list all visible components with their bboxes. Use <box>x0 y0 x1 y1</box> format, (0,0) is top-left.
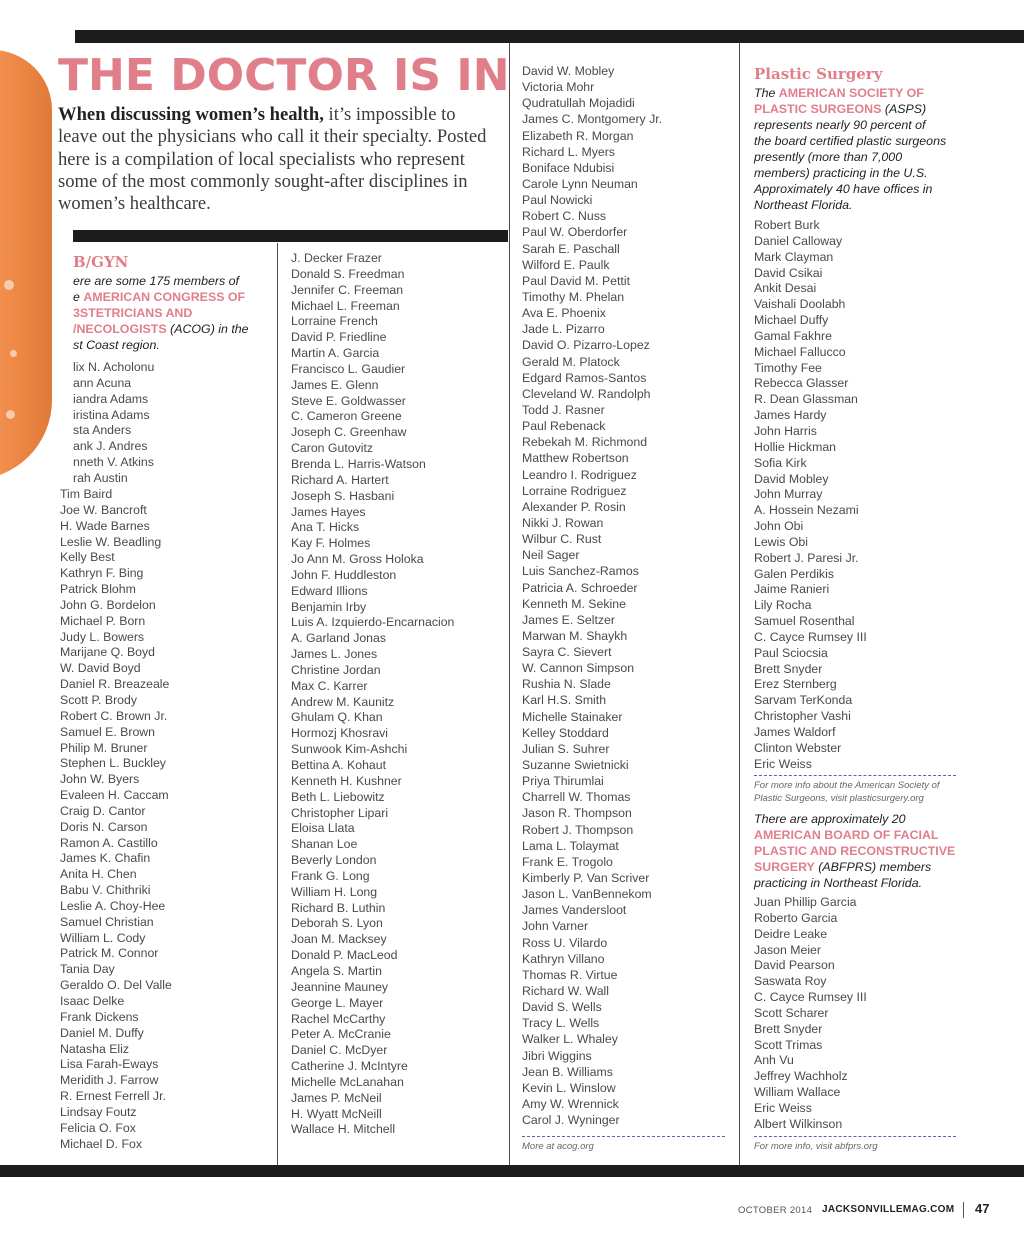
member-name: Isaac Delke <box>60 994 125 1008</box>
member-name: Joan M. Macksey <box>291 932 387 947</box>
member-name: Jade L. Pizarro <box>522 322 605 337</box>
member-name: Paul W. Oberdorfer <box>522 225 628 240</box>
member-name: David P. Friedline <box>291 330 387 345</box>
member-name: Neil Sager <box>522 548 580 563</box>
member-name: Meridith J. Farrow <box>60 1073 159 1088</box>
abfprs-blurb-text: practicing in Northeast Florida. <box>754 876 923 890</box>
issue-date: OCTOBER 2014 <box>738 1205 813 1216</box>
member-name: Donald S. Freedman <box>291 266 405 281</box>
member-name: Robert Burk <box>754 218 820 232</box>
top-rule <box>75 30 1024 43</box>
member-name: Babu V. Chithriki <box>60 883 151 898</box>
obgyn-col1 <box>60 487 275 1157</box>
member-name: Tania Day <box>60 962 115 977</box>
member-name: Kelly Best <box>60 550 115 565</box>
asps-blurb-text: The <box>754 86 779 100</box>
member-name: Michael Duffy <box>754 313 829 328</box>
member-name: Beth L. Liebowitz <box>291 789 385 804</box>
member-name: A. Garland Jonas <box>291 631 387 646</box>
abfprs-divider <box>754 1136 956 1137</box>
member-name: Jeannine Mauney <box>291 979 389 994</box>
obgyn-section-title: B/GYN <box>73 253 129 271</box>
member-name: Christine Jordan <box>291 662 381 677</box>
member-name: James P. McNeil <box>291 1090 382 1105</box>
member-name: Richard B. Luthin <box>291 900 386 915</box>
obgyn-col3 <box>522 63 737 1133</box>
member-name: Paul Rebenack <box>522 419 606 434</box>
member-name: William Wallace <box>754 1085 841 1100</box>
member-name: Victoria Mohr <box>522 80 595 95</box>
member-name: Rachel McCarthy <box>291 1011 386 1026</box>
member-name: Timothy Fee <box>754 360 822 375</box>
abfprs-note[interactable]: For more info, visit abfprs.org <box>754 1141 878 1152</box>
member-name: Angela S. Martin <box>291 963 382 978</box>
member-name: Tim Baird <box>60 487 113 501</box>
member-name: Gamal Fakhre <box>754 328 832 343</box>
member-name: H. Wyatt McNeill <box>291 1106 382 1121</box>
member-name: C. Cameron Greene <box>291 409 402 424</box>
member-name: R. Dean Glassman <box>754 392 858 407</box>
member-name: Patrick M. Connor <box>60 946 159 961</box>
member-name: Shanan Loe <box>291 837 358 852</box>
member-name: Juan Phillip Garcia <box>754 895 857 909</box>
member-name: Jaime Ranieri <box>754 582 830 597</box>
decorative-illustration <box>0 50 52 480</box>
column-divider-1 <box>277 243 278 1165</box>
intro-text: it’s impossible to leave out the physicians who call it their specialty. Posted here is a compilation of local specialists who represent some of the most commonly sought-after disciplines in women’s healthcare. <box>58 104 487 215</box>
asps-blurb-text: presently (more than 7,000 <box>754 150 903 164</box>
acog-highlight: /NECOLOGISTS <box>73 322 167 336</box>
member-name: Michelle Stainaker <box>522 709 623 724</box>
member-name: Ghulam Q. Khan <box>291 710 383 725</box>
member-name: Judy L. Bowers <box>60 629 145 644</box>
member-name: W. David Boyd <box>60 661 141 676</box>
member-name: Richard W. Wall <box>522 984 610 999</box>
member-name: David Pearson <box>754 958 835 973</box>
member-name: R. Ernest Ferrell Jr. <box>60 1089 166 1104</box>
member-name: Samuel E. Brown <box>60 724 156 739</box>
intro-lead: When discussing women’s health, <box>58 104 324 125</box>
member-name: Paul Nowicki <box>522 193 593 208</box>
obgyn-list-col1-b <box>60 487 275 1152</box>
member-name: Marwan M. Shaykh <box>522 628 628 643</box>
member-name: Daniel Calloway <box>754 233 843 248</box>
member-name: Deidre Leake <box>754 926 828 941</box>
asps-blurb-text: represents nearly 90 percent of <box>754 118 926 132</box>
member-name: Benjamin Irby <box>291 599 367 614</box>
member-name: James Hayes <box>291 504 366 519</box>
member-name: A. Hossein Nezami <box>754 503 859 518</box>
member-name: Clinton Webster <box>754 740 842 755</box>
member-name: John Varner <box>522 919 589 934</box>
member-name: Timothy M. Phelan <box>522 289 625 304</box>
column-divider-2 <box>509 43 510 1165</box>
member-name: Tracy L. Wells <box>522 1016 600 1031</box>
member-name: Marijane Q. Boyd <box>60 645 156 660</box>
member-name: Wallace H. Mitchell <box>291 1122 396 1137</box>
asps-highlight: PLASTIC SURGEONS <box>754 102 882 116</box>
abfprs-blurb <box>754 811 1016 891</box>
member-name: Ross U. Vilardo <box>522 935 608 950</box>
member-name: Elizabeth R. Morgan <box>522 128 634 143</box>
member-name: Lama L. Tolaymat <box>522 838 619 853</box>
asps-blurb-text: members) practicing in the U.S. <box>754 166 928 180</box>
member-name: Natasha Eliz <box>60 1041 130 1056</box>
abfprs-highlight: PLASTIC AND RECONSTRUCTIVE <box>754 844 956 858</box>
member-name: ank J. Andres <box>73 439 148 454</box>
member-name: David O. Pizarro-Lopez <box>522 338 650 353</box>
member-name: Saswata Roy <box>754 974 827 989</box>
member-name: W. Cannon Simpson <box>522 661 635 676</box>
member-name: Evaleen H. Caccam <box>60 788 169 803</box>
member-name: Rushia N. Slade <box>522 677 611 692</box>
asps-note-line: Plastic Surgeons, visit plasticsurgery.org <box>754 793 924 804</box>
member-name: Todd J. Rasner <box>522 402 605 417</box>
member-name: Ankit Desai <box>754 281 817 296</box>
member-name: Jo Ann M. Gross Holoka <box>291 552 424 567</box>
member-name: James Waldorf <box>754 725 836 739</box>
member-name: Robert J. Thompson <box>522 822 634 837</box>
member-name: Max C. Karrer <box>291 678 368 693</box>
member-name: Jason Meier <box>754 942 821 957</box>
member-name: James L. Jones <box>291 647 378 662</box>
abfprs-blurb-text: There are approximately 20 <box>754 812 906 826</box>
member-name: John Obi <box>754 519 804 534</box>
member-name: Eric Weiss <box>754 756 812 771</box>
member-name: Kay F. Holmes <box>291 536 371 551</box>
member-name: Stephen L. Buckley <box>60 756 166 771</box>
member-name: Wilbur C. Rust <box>522 532 602 547</box>
acog-highlight: 3STETRICIANS AND <box>73 306 193 320</box>
member-name: Paul David M. Pettit <box>522 273 630 288</box>
obgyn-blurb <box>73 273 273 353</box>
member-name: Walker L. Whaley <box>522 1032 618 1047</box>
member-name: Michael D. Fox <box>60 1136 143 1151</box>
member-name: Frank G. Long <box>291 868 370 883</box>
member-name: Mark Clayman <box>754 249 834 264</box>
member-name: Luis A. Izquierdo-Encarnacion <box>291 615 455 630</box>
obgyn-blurb-line: (ACOG) in the <box>166 322 249 336</box>
member-name: Anita H. Chen <box>60 867 137 882</box>
member-name: Hollie Hickman <box>754 439 837 454</box>
member-name: Joseph S. Hasbani <box>291 488 395 503</box>
member-name: Lindsay Foutz <box>60 1104 137 1119</box>
member-name: Frank E. Trogolo <box>522 854 613 869</box>
member-name: Eric Weiss <box>754 1100 812 1115</box>
member-name: Roberto Garcia <box>754 910 838 925</box>
acog-divider <box>522 1136 725 1137</box>
obgyn-header-clip <box>73 250 273 360</box>
member-name: ann Acuna <box>73 375 132 390</box>
member-name: Donald P. MacLeod <box>291 948 398 963</box>
member-name: Hormozj Khosravi <box>291 726 389 741</box>
member-name: Jason L. VanBennekom <box>522 887 652 902</box>
member-name: Karl H.S. Smith <box>522 693 607 708</box>
member-name: Lily Rocha <box>754 598 812 613</box>
member-name: Qudratullah Mojadidi <box>522 96 635 111</box>
member-name: sta Anders <box>73 423 132 438</box>
obgyn-blurb-line: st Coast region. <box>73 338 160 352</box>
member-name: Francisco L. Gaudier <box>291 361 406 376</box>
member-name: Amy W. Wrennick <box>522 1097 619 1111</box>
member-name: Ava E. Phoenix <box>522 306 606 321</box>
acog-more-link[interactable]: More at acog.org <box>522 1141 594 1152</box>
obgyn-rule <box>73 230 508 242</box>
page-title: THE DOCTOR IS IN <box>58 50 510 101</box>
member-name: Leandro I. Rodriguez <box>522 467 637 482</box>
member-name: Sunwook Kim-Ashchi <box>291 742 408 757</box>
member-name: Jeffrey Wachholz <box>754 1069 848 1084</box>
member-name: Vaishali Doolabh <box>754 297 846 312</box>
member-name: David S. Wells <box>522 1000 602 1015</box>
member-name: David Csikai <box>754 265 823 280</box>
member-name: Matthew Robertson <box>522 451 629 466</box>
member-name: Rebecca Glasser <box>754 376 849 391</box>
member-name: Brett Snyder <box>754 1021 823 1036</box>
member-name: Kimberly P. Van Scriver <box>522 871 650 886</box>
member-name: Bettina A. Kohaut <box>291 758 387 772</box>
footer-separator <box>963 1202 964 1218</box>
member-name: Lisa Farah-Eways <box>60 1057 159 1072</box>
member-name: Julian S. Suhrer <box>522 741 610 756</box>
member-name: Doris N. Carson <box>60 819 148 834</box>
member-name: Martin A. Garcia <box>291 346 380 361</box>
member-name: David W. Mobley <box>522 64 615 78</box>
abfprs-member-list <box>754 895 1016 1133</box>
abfprs-highlight: AMERICAN BOARD OF FACIAL <box>754 828 939 842</box>
member-name: Scott Scharer <box>754 1005 829 1020</box>
member-name: Philip M. Bruner <box>60 740 148 755</box>
member-name: Robert C. Nuss <box>522 209 607 224</box>
member-name: Sarvam TerKonda <box>754 693 853 708</box>
member-name: Albert Wilkinson <box>754 1116 843 1131</box>
member-name: George L. Mayer <box>291 995 384 1010</box>
member-name: Patricia A. Schroeder <box>522 580 638 595</box>
member-name: Kenneth H. Kushner <box>291 773 402 788</box>
abfprs-highlight: SURGERY <box>754 860 815 874</box>
obgyn-blurb-prefix: e <box>73 290 84 304</box>
member-name: Frank Dickens <box>60 1009 139 1024</box>
member-name: Sayra C. Sievert <box>522 645 612 660</box>
member-name: John F. Huddleston <box>291 567 397 582</box>
asps-blurb-text: (ASPS) <box>881 102 927 116</box>
member-name: Thomas R. Virtue <box>522 967 618 982</box>
asps-blurb-text: the board certified plastic surgeons <box>754 134 947 148</box>
member-name: Wilford E. Paulk <box>522 257 610 272</box>
column-divider-3 <box>739 43 740 1165</box>
member-name: Rebekah M. Richmond <box>522 435 648 450</box>
asps-blurb-text: Northeast Florida. <box>754 198 853 212</box>
member-name: Sarah E. Paschall <box>522 241 620 256</box>
member-name: Robert J. Paresi Jr. <box>754 550 859 565</box>
member-name: Robert C. Brown Jr. <box>60 708 168 723</box>
member-name: Samuel Christian <box>60 914 154 929</box>
member-name: Christopher Lipari <box>291 805 389 820</box>
member-name: James E. Glenn <box>291 377 379 392</box>
member-name: Kelley Stoddard <box>522 725 609 740</box>
bottom-rule <box>0 1165 1024 1177</box>
member-name: C. Cayce Rumsey III <box>754 990 867 1005</box>
member-name: Catherine J. McIntyre <box>291 1059 408 1074</box>
member-name: William H. Long <box>291 884 378 899</box>
member-name: Daniel R. Breazeale <box>60 677 170 692</box>
member-name: Leslie W. Beadling <box>60 534 162 549</box>
obgyn-col2 <box>291 251 507 1161</box>
member-name: nneth V. Atkins <box>73 455 154 470</box>
member-name: rah Austin <box>73 470 128 485</box>
obgyn-list-col3 <box>522 63 737 1128</box>
member-name: Nikki J. Rowan <box>522 515 604 530</box>
member-name: Carole Lynn Neuman <box>522 176 638 191</box>
member-name: William L. Cody <box>60 930 146 945</box>
member-name: Christopher Vashi <box>754 709 851 724</box>
asps-highlight: AMERICAN SOCIETY OF <box>778 86 924 100</box>
member-name: Samuel Rosenthal <box>754 614 855 629</box>
member-name: Craig D. Cantor <box>60 803 146 818</box>
member-name: Patrick Blohm <box>60 582 136 597</box>
member-name: Caron Gutovitz <box>291 441 374 456</box>
member-name: John G. Bordelon <box>60 597 156 612</box>
member-name: John Harris <box>754 423 817 438</box>
member-name: Michael L. Freeman <box>291 298 400 313</box>
asps-list-wrap <box>754 218 1016 778</box>
obgyn-list-col1-a <box>73 360 273 487</box>
asps-blurb <box>754 85 1014 213</box>
member-name: Richard L. Myers <box>522 144 615 159</box>
member-name: Suzanne Swietnicki <box>522 758 629 773</box>
member-name: James K. Chafin <box>60 851 151 866</box>
asps-member-list <box>754 218 1016 773</box>
acog-highlight: AMERICAN CONGRESS OF <box>83 290 246 304</box>
member-name: Paul Sciocsia <box>754 645 828 660</box>
member-name: iandra Adams <box>73 391 149 406</box>
member-name: Erez Sternberg <box>754 677 837 692</box>
member-name: Michelle McLanahan <box>291 1074 404 1089</box>
member-name: Joseph C. Greenhaw <box>291 425 407 440</box>
member-name: Beverly London <box>291 853 377 868</box>
member-name: Steve E. Goldwasser <box>291 393 406 408</box>
member-name: Sofia Kirk <box>754 455 807 470</box>
member-name: Lorraine French <box>291 314 378 329</box>
member-name: Andrew M. Kaunitz <box>291 694 395 709</box>
member-name: Felicia O. Fox <box>60 1120 136 1135</box>
member-name: Joe W. Bancroft <box>60 502 147 517</box>
asps-divider <box>754 775 956 776</box>
plastic-section-title: Plastic Surgery <box>754 65 883 83</box>
member-name: Gerald M. Platock <box>522 354 620 369</box>
member-name: John Murray <box>754 487 823 502</box>
obgyn-col1-cropped <box>73 360 273 488</box>
member-name: James Hardy <box>754 408 827 423</box>
member-name: C. Cayce Rumsey III <box>754 629 867 644</box>
member-name: Scott Trimas <box>754 1037 823 1052</box>
asps-blurb-text: Approximately 40 have offices in <box>754 182 933 196</box>
member-name: Edward Illions <box>291 583 368 598</box>
member-name: John W. Byers <box>60 772 140 787</box>
member-name: Cleveland W. Randolph <box>522 386 651 401</box>
member-name: Jason R. Thompson <box>522 806 632 821</box>
member-name: Brett Snyder <box>754 661 823 676</box>
member-name: James E. Seltzer <box>522 612 615 627</box>
member-name: Edgard Ramos-Santos <box>522 370 647 385</box>
member-name: Galen Perdikis <box>754 566 834 581</box>
member-name: Daniel M. Duffy <box>60 1025 144 1040</box>
member-name: Luis Sanchez-Ramos <box>522 564 639 579</box>
member-name: iristina Adams <box>73 407 150 422</box>
page-number: 47 <box>975 1201 990 1216</box>
member-name: J. Decker Frazer <box>291 251 382 265</box>
member-name: H. Wade Barnes <box>60 518 150 533</box>
asps-note[interactable] <box>754 779 940 805</box>
member-name: Anh Vu <box>754 1053 794 1068</box>
member-name: Jennifer C. Freeman <box>291 282 404 297</box>
member-name: Daniel C. McDyer <box>291 1043 388 1058</box>
obgyn-list-col2 <box>291 251 507 1138</box>
member-name: Kathryn F. Bing <box>60 566 144 581</box>
member-name: Eloisa Llata <box>291 821 355 836</box>
member-name: Ramon A. Castillo <box>60 835 158 850</box>
abfprs-blurb-text: (ABFPRS) members <box>814 860 932 874</box>
member-name: Kevin L. Winslow <box>522 1080 616 1095</box>
obgyn-blurb-line: ere are some 175 members of <box>73 274 239 288</box>
member-name: Boniface Ndubisi <box>522 160 615 175</box>
member-name: Peter A. McCranie <box>291 1027 391 1042</box>
intro-paragraph <box>58 104 488 215</box>
member-name: Kenneth M. Sekine <box>522 596 626 611</box>
member-name: Kathryn Villano <box>522 951 605 966</box>
member-name: Jean B. Williams <box>522 1064 613 1079</box>
member-name: James C. Montgomery Jr. <box>522 112 663 127</box>
member-name: Michael P. Born <box>60 613 146 628</box>
member-name: Lewis Obi <box>754 534 808 549</box>
member-name: Richard A. Hartert <box>291 472 389 487</box>
member-name: David Mobley <box>754 471 829 486</box>
member-name: Alexander P. Rosin <box>522 499 626 514</box>
member-name: Jibri Wiggins <box>522 1048 592 1063</box>
member-name: Deborah S. Lyon <box>291 916 383 931</box>
member-name: Brenda L. Harris-Watson <box>291 456 426 471</box>
magazine-site[interactable]: JACKSONVILLEMAG.COM <box>822 1204 955 1215</box>
member-name: Charrell W. Thomas <box>522 790 631 805</box>
member-name: Ana T. Hicks <box>291 520 360 535</box>
member-name: Lorraine Rodriguez <box>522 483 627 498</box>
member-name: Scott P. Brody <box>60 692 138 707</box>
member-name: Geraldo O. Del Valle <box>60 978 172 993</box>
member-name: Michael Fallucco <box>754 344 846 359</box>
member-name: Carol J. Wyninger <box>522 1113 620 1128</box>
member-name: Leslie A. Choy-Hee <box>60 898 166 913</box>
asps-note-line: For more info about the American Society of <box>754 780 940 791</box>
member-name: Priya Thirumlai <box>522 774 604 789</box>
abfprs-list-wrap <box>754 895 1016 1135</box>
member-name: lix N. Acholonu <box>73 360 155 374</box>
member-name: James Vandersloot <box>522 903 627 918</box>
